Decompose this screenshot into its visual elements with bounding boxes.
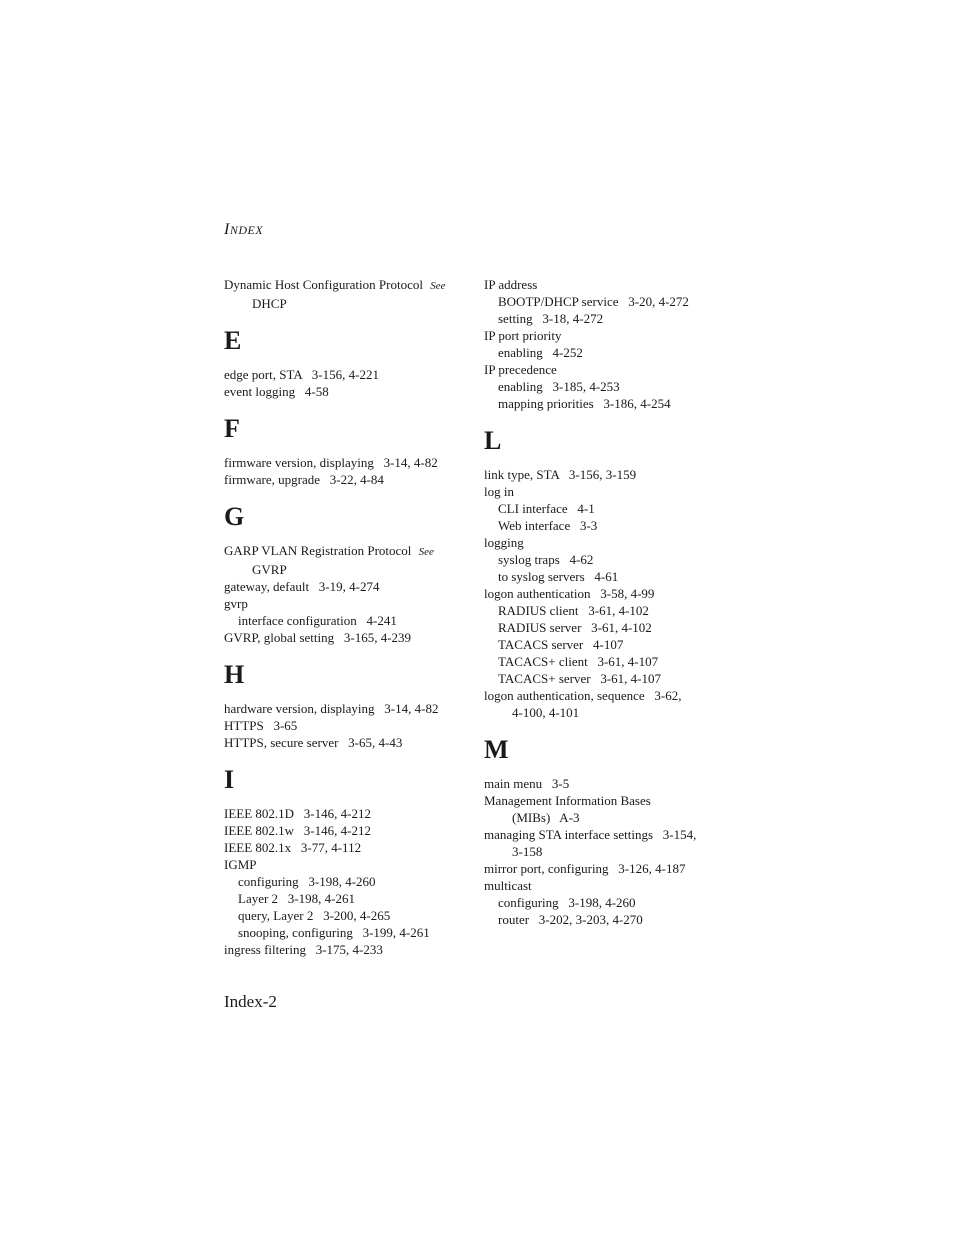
index-entry-text: router 3-202, 3-203, 4-270 xyxy=(498,912,643,927)
index-subentry xyxy=(484,293,724,310)
index-entry-text: ingress filtering 3-175, 4-233 xyxy=(224,942,383,957)
index-entry-continuation xyxy=(484,843,724,860)
index-column-right xyxy=(484,276,724,928)
index-entry xyxy=(224,805,464,822)
index-entry xyxy=(224,700,464,717)
index-entry-continuation xyxy=(484,704,724,721)
index-entry xyxy=(224,839,464,856)
index-subentry xyxy=(484,395,724,412)
index-subentry xyxy=(484,911,724,928)
index-entry-text: IEEE 802.1D 3-146, 4-212 xyxy=(224,806,371,821)
index-entry xyxy=(484,877,724,894)
index-entry xyxy=(224,383,464,400)
index-entry xyxy=(484,775,724,792)
section-letter: H xyxy=(224,660,245,689)
index-subentry xyxy=(484,344,724,361)
index-entry-text: TACACS server 4-107 xyxy=(498,637,624,652)
index-entry-text: enabling 3-185, 4-253 xyxy=(498,379,620,394)
index-entry-text: firmware, upgrade 3-22, 4-84 xyxy=(224,472,384,487)
index-entry xyxy=(484,483,724,500)
index-entry-text: logon authentication, sequence 3-62, xyxy=(484,688,682,703)
see-reference: See xyxy=(418,546,434,558)
section-letter: I xyxy=(224,765,235,794)
index-entry-text: syslog traps 4-62 xyxy=(498,552,594,567)
index-entry xyxy=(484,792,724,809)
index-entry-text: IGMP xyxy=(224,857,257,872)
index-entry xyxy=(224,941,464,958)
index-entry-text: Web interface 3-3 xyxy=(498,518,598,533)
index-entry-text: TACACS+ server 3-61, 4-107 xyxy=(498,671,661,686)
index-entry-text: IEEE 802.1x 3-77, 4-112 xyxy=(224,840,362,855)
index-entry-text: Management Information Bases xyxy=(484,793,651,808)
index-subentry xyxy=(484,517,724,534)
index-entry-text: GVRP, global setting 3-165, 4-239 xyxy=(224,630,412,645)
index-subentry xyxy=(484,602,724,619)
index-entry-continuation xyxy=(224,561,464,578)
index-entry-text: configuring 3-198, 4-260 xyxy=(498,895,636,910)
index-entry xyxy=(224,822,464,839)
index-entry xyxy=(224,734,464,751)
index-subentry xyxy=(484,636,724,653)
index-entry-text: (MIBs) A-3 xyxy=(512,810,580,825)
index-entry-text: snooping, configuring 3-199, 4-261 xyxy=(238,925,430,940)
index-entry-text: hardware version, displaying 3-14, 4-82 xyxy=(224,701,439,716)
index-entry xyxy=(484,466,724,483)
index-subentry xyxy=(484,551,724,568)
index-subentry xyxy=(224,873,464,890)
index-entry-text: logon authentication 3-58, 4-99 xyxy=(484,586,655,601)
index-entry xyxy=(484,826,724,843)
index-entry xyxy=(484,687,724,704)
index-entry xyxy=(224,578,464,595)
index-entry xyxy=(484,361,724,378)
index-entry-text: configuring 3-198, 4-260 xyxy=(238,874,376,889)
index-entry xyxy=(224,629,464,646)
index-subentry xyxy=(484,894,724,911)
index-entry-text: main menu 3-5 xyxy=(484,776,570,791)
index-entry-text: IP address xyxy=(484,277,538,292)
index-entry-text: GVRP xyxy=(252,562,287,577)
index-entry xyxy=(224,717,464,734)
running-head xyxy=(224,221,263,239)
index-subentry xyxy=(484,653,724,670)
index-subentry xyxy=(224,612,464,629)
index-entry-text: HTTPS 3-65 xyxy=(224,718,298,733)
index-entry-text: TACACS+ client 3-61, 4-107 xyxy=(498,654,659,669)
index-entry xyxy=(484,860,724,877)
index-subentry xyxy=(484,670,724,687)
index-entry-continuation xyxy=(224,295,464,312)
index-entry-continuation xyxy=(484,809,724,826)
index-entry-text: DHCP xyxy=(252,296,287,311)
index-entry-text: BOOTP/DHCP service 3-20, 4-272 xyxy=(498,294,689,309)
index-entry xyxy=(224,595,464,612)
index-entry-text: mapping priorities 3-186, 4-254 xyxy=(498,396,671,411)
index-entry-text: 4-100, 4-101 xyxy=(512,705,580,720)
index-subentry xyxy=(484,568,724,585)
index-entry-text: HTTPS, secure server 3-65, 4-43 xyxy=(224,735,403,750)
index-entry-text: Dynamic Host Configuration Protocol xyxy=(224,277,427,292)
index-subentry xyxy=(484,619,724,636)
index-subentry xyxy=(224,907,464,924)
index-entry-text: firmware version, displaying 3-14, 4-82 xyxy=(224,455,438,470)
index-entry-text: link type, STA 3-156, 3-159 xyxy=(484,467,637,482)
index-entry-text: gateway, default 3-19, 4-274 xyxy=(224,579,380,594)
index-entry xyxy=(484,534,724,551)
running-head-initial: I xyxy=(224,221,230,238)
index-entry xyxy=(224,542,464,561)
index-entry-text: IEEE 802.1w 3-146, 4-212 xyxy=(224,823,371,838)
index-entry-text: Layer 2 3-198, 4-261 xyxy=(238,891,355,906)
index-entry xyxy=(224,856,464,873)
index-entry-text: edge port, STA 3-156, 4-221 xyxy=(224,367,379,382)
section-letter: L xyxy=(484,426,502,455)
index-subentry xyxy=(224,890,464,907)
index-entry xyxy=(224,276,464,295)
index-subentry xyxy=(224,924,464,941)
index-entry-text: mirror port, configuring 3-126, 4-187 xyxy=(484,861,686,876)
index-entry-text: log in xyxy=(484,484,514,499)
index-entry xyxy=(224,454,464,471)
index-subentry xyxy=(484,500,724,517)
index-entry-text: IP precedence xyxy=(484,362,557,377)
index-column-left xyxy=(224,276,464,958)
index-entry-text: IP port priority xyxy=(484,328,562,343)
index-entry-text: gvrp xyxy=(224,596,248,611)
see-reference: See xyxy=(430,280,446,292)
section-letter: E xyxy=(224,326,242,355)
index-entry-text: CLI interface 4-1 xyxy=(498,501,595,516)
index-entry-text: 3-158 xyxy=(512,844,543,859)
index-entry-text: enabling 4-252 xyxy=(498,345,583,360)
index-subentry xyxy=(484,378,724,395)
index-entry xyxy=(484,327,724,344)
index-entry-text: to syslog servers 4-61 xyxy=(498,569,619,584)
index-entry xyxy=(224,471,464,488)
index-entry-text: interface configuration 4-241 xyxy=(238,613,397,628)
index-entry-text: setting 3-18, 4-272 xyxy=(498,311,604,326)
index-entry-text: logging xyxy=(484,535,524,550)
index-entry xyxy=(484,276,724,293)
index-entry xyxy=(484,585,724,602)
index-entry-text: multicast xyxy=(484,878,532,893)
index-entry xyxy=(224,366,464,383)
section-letter: M xyxy=(484,735,509,764)
section-letter: F xyxy=(224,414,240,443)
section-letter: G xyxy=(224,502,245,531)
running-head-rest: NDEX xyxy=(229,223,264,237)
index-subentry xyxy=(484,310,724,327)
index-entry-text: managing STA interface settings 3-154, xyxy=(484,827,697,842)
index-entry-text: GARP VLAN Registration Protocol xyxy=(224,543,415,558)
index-entry-text: RADIUS server 3-61, 4-102 xyxy=(498,620,652,635)
index-entry-text: query, Layer 2 3-200, 4-265 xyxy=(238,908,391,923)
index-entry-text: event logging 4-58 xyxy=(224,384,329,399)
index-entry-text: RADIUS client 3-61, 4-102 xyxy=(498,603,649,618)
page-number: Index-2 xyxy=(224,992,277,1011)
